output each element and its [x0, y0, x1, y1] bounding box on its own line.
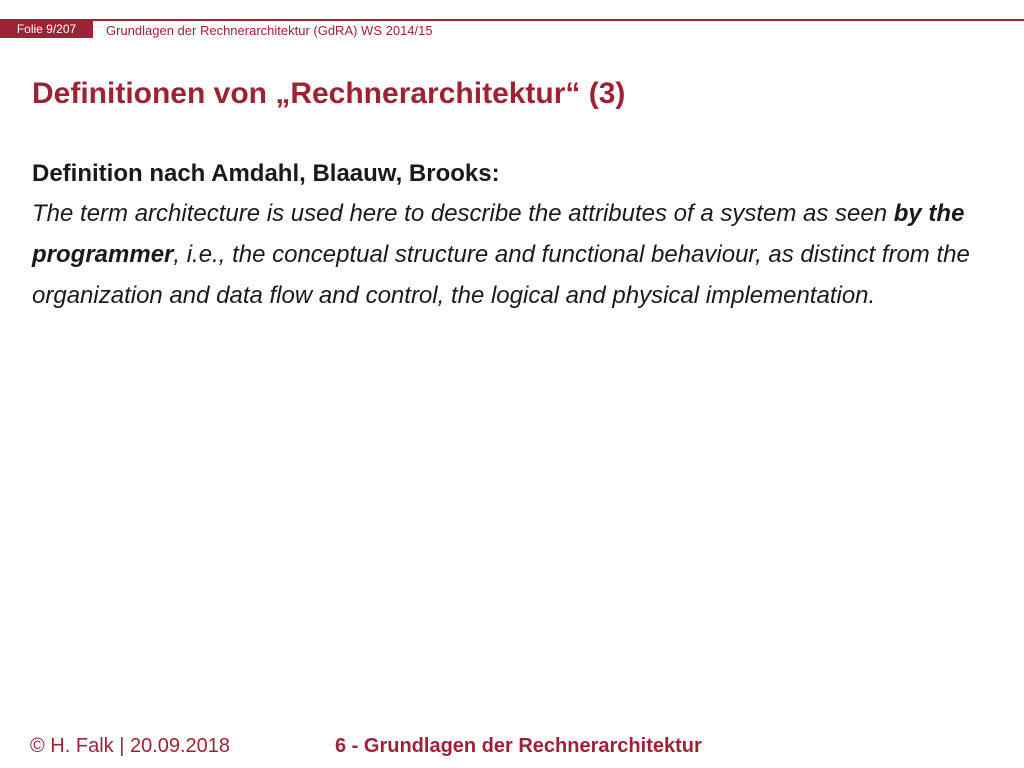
definition-quote: [32, 193, 992, 316]
definition-emphasis: by the programmer: [32, 200, 965, 268]
definition-text-part1: The term architecture is used here to describe the attributes of a system as seen: [32, 200, 894, 227]
slide-title: Definitionen von „Rechnerarchitektur“ (3): [32, 77, 626, 110]
definition-text-part2: , i.e., the conceptual structure and functional behaviour, as distinct from the organization and data flow and control, the logical and physical implementation.: [32, 241, 970, 309]
slide-counter: Folie 9/207: [0, 20, 93, 38]
definition-heading: Definition nach Amdahl, Blaauw, Brooks:: [32, 160, 500, 187]
header-rule: [0, 19, 1024, 21]
course-title: Grundlagen der Rechnerarchitektur (GdRA) WS 2014/15: [106, 23, 433, 38]
footer-chapter: 6 - Grundlagen der Rechnerarchitektur: [335, 735, 702, 757]
footer-author-date: © H. Falk | 20.09.2018: [30, 735, 231, 757]
